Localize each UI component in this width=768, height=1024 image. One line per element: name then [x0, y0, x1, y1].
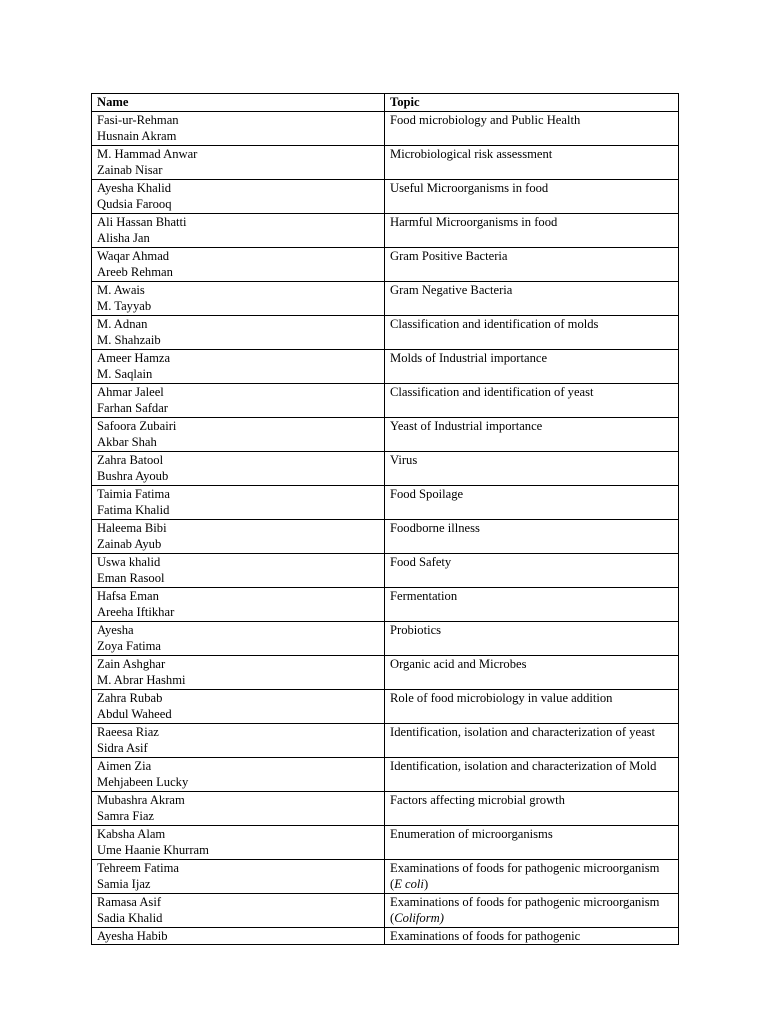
topic-text — [390, 520, 673, 537]
student-name: Mubashra Akram — [97, 792, 185, 807]
student-name: Areeb Rehman — [97, 265, 173, 279]
topic-text — [390, 758, 673, 775]
student-name: Sidra Asif — [97, 741, 148, 755]
topic-text — [390, 724, 673, 741]
table-row — [92, 349, 679, 383]
topic-text — [390, 316, 673, 333]
name-cell — [92, 315, 385, 349]
table-row — [92, 179, 679, 213]
name-cell — [92, 757, 385, 791]
table-row — [92, 655, 679, 689]
table-row — [92, 247, 679, 281]
student-name: Haleema Bibi — [97, 520, 167, 535]
topic-text-main: Harmful Microorganisms in food — [390, 214, 558, 229]
student-name: Safoora Zubairi — [97, 418, 177, 433]
topic-text-main: Examinations of foods for pathogenic microorganism ( — [390, 860, 660, 891]
student-name: Areeha Iftikhar — [97, 605, 175, 619]
student-name: Samra Fiaz — [97, 809, 155, 823]
topic-text-main: Organic acid and Microbes — [390, 656, 527, 671]
name-cell — [92, 859, 385, 893]
name-cell — [92, 655, 385, 689]
table-row — [92, 893, 679, 927]
topic-cell — [385, 281, 679, 315]
topic-text-italic: Coliform) — [394, 911, 444, 925]
student-name: Samia Ijaz — [97, 877, 151, 891]
topic-text — [390, 826, 673, 843]
topic-text-main: Virus — [390, 452, 418, 467]
topic-cell — [385, 757, 679, 791]
student-name: Tehreem Fatima — [97, 860, 179, 875]
topic-cell — [385, 383, 679, 417]
name-cell — [92, 519, 385, 553]
name-cell — [92, 485, 385, 519]
name-cell — [92, 689, 385, 723]
name-cell — [92, 213, 385, 247]
table-row — [92, 111, 679, 145]
student-name: Zahra Batool — [97, 452, 164, 467]
student-name: Uswa khalid — [97, 554, 161, 569]
student-name: Eman Rasool — [97, 571, 165, 585]
student-name: Qudsia Farooq — [97, 197, 172, 211]
topic-text-main: Probiotics — [390, 622, 442, 637]
student-name: Sadia Khalid — [97, 911, 163, 925]
name-cell — [92, 893, 385, 927]
table-body — [92, 111, 679, 945]
table-row — [92, 519, 679, 553]
name-cell — [92, 451, 385, 485]
table-row — [92, 315, 679, 349]
topic-text — [390, 588, 673, 605]
student-name: Taimia Fatima — [97, 486, 170, 501]
table-header-row — [92, 94, 679, 112]
student-name: M. Shahzaib — [97, 333, 161, 347]
name-cell — [92, 179, 385, 213]
topic-text — [390, 554, 673, 571]
table-row — [92, 757, 679, 791]
topic-cell — [385, 179, 679, 213]
table-row — [92, 417, 679, 451]
topic-text-main: Microbiological risk assessment — [390, 146, 553, 161]
name-cell — [92, 723, 385, 757]
table-row — [92, 689, 679, 723]
topic-text — [390, 112, 673, 129]
table-row — [92, 383, 679, 417]
student-name: M. Adnan — [97, 316, 148, 331]
topic-text — [390, 248, 673, 265]
student-name: Zain Ashghar — [97, 656, 166, 671]
name-cell — [92, 111, 385, 145]
name-cell — [92, 383, 385, 417]
column-header-name: Name — [92, 94, 385, 112]
topic-cell — [385, 927, 679, 945]
student-name: Zahra Rubab — [97, 690, 163, 705]
student-name: Zainab Nisar — [97, 163, 163, 177]
topic-text — [390, 452, 673, 469]
table-row — [92, 553, 679, 587]
student-name: Ayesha Khalid — [97, 180, 172, 195]
topic-cell — [385, 893, 679, 927]
topic-cell — [385, 689, 679, 723]
table-row — [92, 723, 679, 757]
topic-text-main: Food Safety — [390, 554, 452, 569]
topic-cell — [385, 621, 679, 655]
topic-text — [390, 418, 673, 435]
table-row — [92, 451, 679, 485]
student-name: Fasi-ur-Rehman — [97, 112, 179, 127]
topic-text-main: Examinations of foods for pathogenic — [390, 928, 581, 943]
table-row — [92, 485, 679, 519]
topic-text — [390, 146, 673, 163]
student-name: Farhan Safdar — [97, 401, 168, 415]
topic-cell — [385, 145, 679, 179]
topic-text — [390, 860, 673, 893]
topic-text-main: Yeast of Industrial importance — [390, 418, 543, 433]
topic-text-main: Factors affecting microbial growth — [390, 792, 565, 807]
topic-text — [390, 928, 673, 945]
table-row — [92, 145, 679, 179]
topic-cell — [385, 451, 679, 485]
student-name: Fatima Khalid — [97, 503, 170, 517]
topic-text-main: Role of food microbiology in value addition — [390, 690, 613, 705]
student-name: Ayesha Habib — [97, 928, 168, 943]
topic-text-main: Useful Microorganisms in food — [390, 180, 549, 195]
student-name: M. Saqlain — [97, 367, 153, 381]
student-name: Kabsha Alam — [97, 826, 166, 841]
assignment-table — [91, 93, 679, 945]
topic-cell — [385, 315, 679, 349]
topic-text-main: Classification and identification of yeast — [390, 384, 594, 399]
topic-text — [390, 384, 673, 401]
topic-cell — [385, 519, 679, 553]
topic-text — [390, 282, 673, 299]
topic-text — [390, 690, 673, 707]
topic-text — [390, 894, 673, 927]
student-name: Ameer Hamza — [97, 350, 171, 365]
topic-cell — [385, 723, 679, 757]
topic-text-suffix: ) — [423, 877, 429, 891]
name-cell — [92, 247, 385, 281]
topic-text-main: Enumeration of microorganisms — [390, 826, 553, 841]
column-header-topic: Topic — [385, 94, 679, 112]
name-cell — [92, 825, 385, 859]
name-cell — [92, 349, 385, 383]
student-name: Mehjabeen Lucky — [97, 775, 189, 789]
topic-text-main: Identification, isolation and characterization of yeast — [390, 724, 656, 739]
student-name: Zoya Fatima — [97, 639, 162, 653]
student-name: Raeesa Riaz — [97, 724, 159, 739]
topic-text-italic: E coli — [394, 877, 424, 891]
name-cell — [92, 281, 385, 315]
topic-text-main: Molds of Industrial importance — [390, 350, 548, 365]
topic-cell — [385, 825, 679, 859]
student-name: M. Hammad Anwar — [97, 146, 198, 161]
topic-text-main: Foodborne illness — [390, 520, 480, 535]
student-name: M. Awais — [97, 282, 145, 297]
topic-cell — [385, 111, 679, 145]
topic-text-main: Fermentation — [390, 588, 458, 603]
student-name: Akbar Shah — [97, 435, 157, 449]
topic-cell — [385, 485, 679, 519]
student-name: Alisha Jan — [97, 231, 150, 245]
name-cell — [92, 417, 385, 451]
topic-text-main: Gram Negative Bacteria — [390, 282, 513, 297]
student-name: Ume Haanie Khurram — [97, 843, 209, 857]
topic-text — [390, 180, 673, 197]
student-name: Husnain Akram — [97, 129, 177, 143]
topic-cell — [385, 859, 679, 893]
topic-text-main: Food microbiology and Public Health — [390, 112, 581, 127]
topic-text — [390, 792, 673, 809]
topic-text — [390, 656, 673, 673]
table-row — [92, 927, 679, 945]
topic-text-main: Identification, isolation and characterization of Mold — [390, 758, 657, 773]
topic-cell — [385, 553, 679, 587]
student-name: M. Tayyab — [97, 299, 152, 313]
student-name: Zainab Ayub — [97, 537, 162, 551]
table-row — [92, 791, 679, 825]
topic-text — [390, 486, 673, 503]
table-row — [92, 621, 679, 655]
topic-text-main: Gram Positive Bacteria — [390, 248, 508, 263]
student-name: Bushra Ayoub — [97, 469, 169, 483]
topic-cell — [385, 213, 679, 247]
topic-cell — [385, 587, 679, 621]
table-row — [92, 859, 679, 893]
topic-cell — [385, 247, 679, 281]
student-name: Hafsa Eman — [97, 588, 159, 603]
name-cell — [92, 621, 385, 655]
table-row — [92, 587, 679, 621]
topic-cell — [385, 791, 679, 825]
student-name: Waqar Ahmad — [97, 248, 170, 263]
table-row — [92, 281, 679, 315]
table-row — [92, 825, 679, 859]
student-name: Ayesha — [97, 622, 134, 637]
topic-cell — [385, 349, 679, 383]
topic-cell — [385, 655, 679, 689]
topic-text — [390, 622, 673, 639]
student-name: M. Abrar Hashmi — [97, 673, 186, 687]
student-name: Aimen Zia — [97, 758, 152, 773]
topic-text-main: Classification and identification of molds — [390, 316, 599, 331]
student-name: Ali Hassan Bhatti — [97, 214, 187, 229]
topic-text — [390, 214, 673, 231]
table-row — [92, 213, 679, 247]
topic-text-main: Food Spoilage — [390, 486, 464, 501]
topic-cell — [385, 417, 679, 451]
student-name: Ramasa Asif — [97, 894, 162, 909]
name-cell — [92, 553, 385, 587]
name-cell — [92, 791, 385, 825]
topic-text-main: Examinations of foods for pathogenic microorganism ( — [390, 894, 660, 925]
student-name: Abdul Waheed — [97, 707, 172, 721]
name-cell — [92, 587, 385, 621]
name-cell — [92, 145, 385, 179]
name-cell — [92, 927, 385, 945]
topic-text — [390, 350, 673, 367]
student-name: Ahmar Jaleel — [97, 384, 164, 399]
